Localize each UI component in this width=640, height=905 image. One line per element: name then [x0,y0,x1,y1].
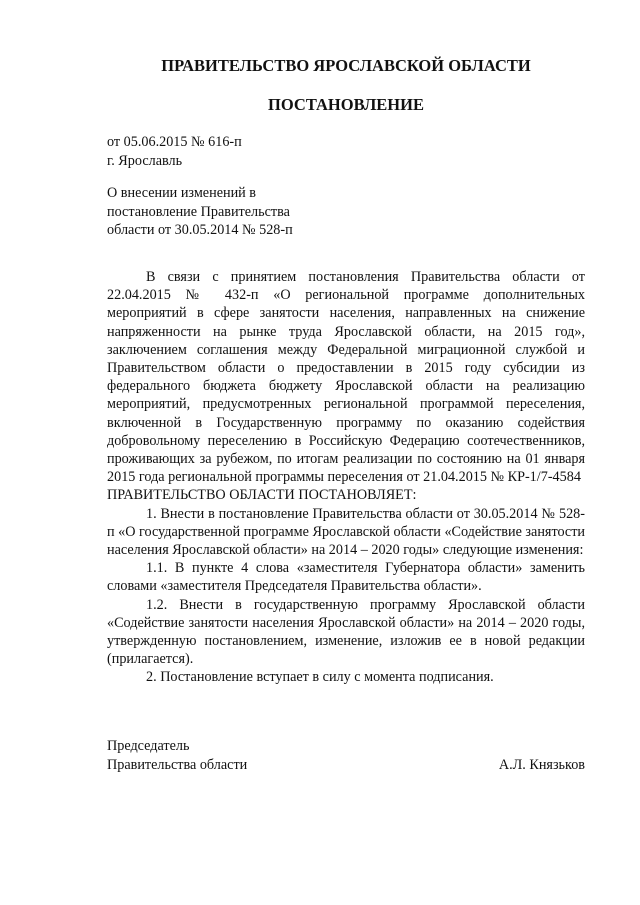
signatory-position-line-1: Председатель [107,738,190,754]
item-1-2: 1.2. Внести в государственную программу Ярославской области «Содействие занятости населения Ярославской области» на 2014 – 2020 годы, утвержденную постановлением, изменение, изложив ее в новой редакции (прилагается). [107,596,585,668]
subject-line-1: О внесении изменений в [107,185,257,201]
item-1: 1. Внести в постановление Правительства области от 30.05.2014 № 528-п «О государственной программе Ярославской области «Содействие занятости населения Ярославской области» на 2014 – 2020 годы» следующие изменения: [107,505,585,559]
document-body [107,268,585,687]
document-type: ПОСТАНОВЛЕНИЕ [268,95,424,114]
item-1-1: 1.1. В пункте 4 слова «заместителя Губернатора области» заменить словами «заместителя Председателя Правительства области». [107,560,585,595]
government-title: ПРАВИТЕЛЬСТВО ЯРОСЛАВСКОЙ ОБЛАСТИ [161,56,531,75]
signature-row [107,756,585,775]
document-subject [107,184,293,240]
signature-block [107,737,585,774]
document-meta [107,133,242,170]
city: г. Ярославль [107,152,183,169]
signatory-name: А.Л. Князьков [498,756,585,773]
resolves-line: ПРАВИТЕЛЬСТВО ОБЛАСТИ ПОСТАНОВЛЯЕТ: [107,487,417,504]
date-number: от 05.06.2015 № 616-п [107,134,242,150]
subject-line-2: постановление Правительства [107,203,290,220]
subject-line-3: области от 30.05.2014 № 528-п [107,222,293,238]
signatory-position-line-2: Правительства области [107,756,248,773]
item-2: 2. Постановление вступает в силу с момента подписания. [146,669,494,686]
preamble-paragraph: В связи с принятием постановления Правительства области от 22.04.2015 № 432-п «О региональной программе дополнительных мероприятий в сфере занятости населения, направленных на снижение напряженности на рынке труда Ярославской области, на 2015 год», заключением соглашения между Федеральной миграционной службой и Правительством области о предоставлении в 2015 году субсидии из федерального бюджета бюджету Ярославской области на реализацию мероприятий, предусмотренных региональной программой переселения, включенной в Государственную программу по оказанию содействия добровольному переселению в Российскую Федерацию соотечественников, проживающих за рубежом, по итогам реализации по состоянию на 01 января 2015 года региональной программы переселения от 21.04.2015 № КР-1/7-4584 [107,269,585,486]
